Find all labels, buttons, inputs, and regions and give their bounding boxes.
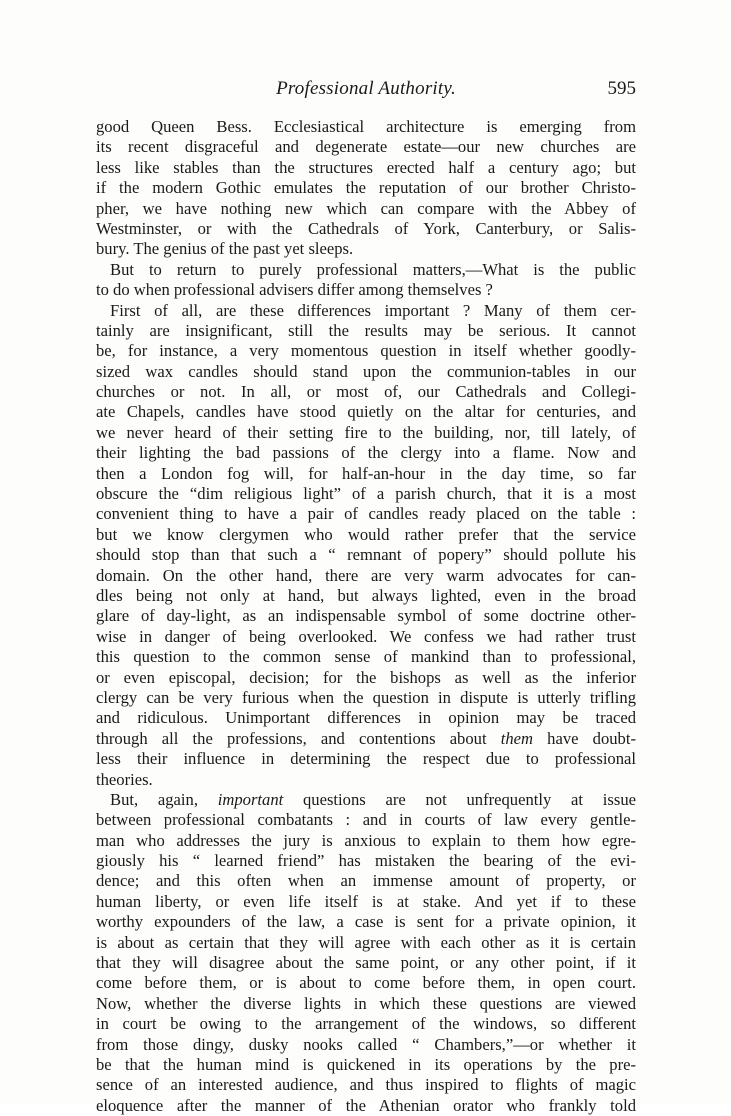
text-line-content: be, for instance, a very momentous question in itself whether goodly- <box>96 341 636 361</box>
italic-emphasis: them <box>500 728 533 748</box>
text-line <box>96 1035 636 1055</box>
text-line <box>96 871 636 891</box>
text-line-content: to do when professional advisers differ among themselves ? <box>96 280 493 300</box>
text-line-content: and ridiculous. Unimportant differences in opinion may be traced <box>96 708 636 728</box>
text-line <box>96 790 636 810</box>
text-line-content: pher, we have nothing new which can compare with the Abbey of <box>96 198 636 218</box>
text-line-content: obscure the “dim religious light” of a parish church, that it is a most <box>96 484 636 504</box>
text-line <box>96 260 636 280</box>
text-line-content: their lighting the bad passions of the clergy into a flame. Now and <box>96 443 636 463</box>
text-line-content: glare of day-light, as an indispensable symbol of some doctrine other- <box>96 606 636 626</box>
italic-emphasis: important <box>217 789 284 809</box>
text-line-content: should stop than that such a “ remnant of popery” should pollute his <box>96 545 636 565</box>
text-line <box>96 158 636 178</box>
text-line <box>96 688 636 708</box>
text-line <box>96 892 636 912</box>
text-line <box>96 668 636 688</box>
text-line <box>96 851 636 871</box>
text-line <box>96 973 636 993</box>
text-line-content: human liberty, or even life itself is at stake. And yet if to these <box>96 891 636 911</box>
text-line <box>96 912 636 932</box>
text-line <box>96 178 636 198</box>
text-line-content: through all the professions, and contentions about <box>96 728 487 748</box>
text-line-content: its recent disgraceful and degenerate estate—our new churches are <box>96 137 636 157</box>
text-line-content: domain. On the other hand, there are very warm advocates for can- <box>96 565 636 585</box>
text-line <box>96 1014 636 1034</box>
text-line <box>96 219 636 239</box>
text-line-content: bury. The genius of the past yet sleeps. <box>96 239 354 259</box>
text-line <box>96 647 636 667</box>
text-line-content: But, again, <box>110 789 218 809</box>
text-line-content: but we know clergymen who would rather prefer that the service <box>96 524 636 544</box>
text-line-content: clergy can be very furious when the question in dispute is utterly trifling <box>96 687 636 707</box>
text-line <box>96 953 636 973</box>
text-line-content: dles being not only at hand, but always lighted, even in the broad <box>96 585 636 605</box>
page-number: 595 <box>607 78 636 99</box>
text-line <box>96 117 636 137</box>
text-line-content: First of all, are these differences important ? Many of them cer- <box>110 300 636 320</box>
text-line <box>96 341 636 361</box>
text-line-content: sized wax candles should stand upon the communion-tables in our <box>96 361 636 381</box>
text-line-content: ate Chapels, candles have stood quietly on the altar for centuries, and <box>96 402 636 422</box>
text-line <box>96 933 636 953</box>
text-line <box>96 423 636 443</box>
text-line-content: less their influence in determining the respect due to professional <box>96 749 636 769</box>
text-line <box>96 831 636 851</box>
text-line-content: wise in danger of being overlooked. We confess we had rather trust <box>96 626 636 646</box>
text-line-content: dence; and this often when an immense amount of property, or <box>96 871 636 891</box>
text-line <box>96 137 636 157</box>
text-line-continuation: questions are not unfrequently at issue <box>283 789 636 809</box>
text-line-content: convenient thing to have a pair of candles ready placed on the table : <box>96 504 636 524</box>
body-text <box>96 117 636 1116</box>
text-line-content: come before them, or is about to come before them, in open court. <box>96 973 636 993</box>
text-line <box>96 239 636 259</box>
text-line-content: giously his “ learned friend” has mistaken the bearing of the evi- <box>96 851 636 871</box>
text-line <box>96 280 636 300</box>
text-line <box>96 402 636 422</box>
text-line <box>96 606 636 626</box>
text-line <box>96 1075 636 1095</box>
text-line <box>96 464 636 484</box>
text-line-content: if the modern Gothic emulates the reputation of our brother Christo- <box>96 178 636 198</box>
text-line <box>96 770 636 790</box>
text-line <box>96 484 636 504</box>
text-line <box>96 443 636 463</box>
text-line-content: good Queen Bess. Ecclesiastical architecture is emerging from <box>96 117 636 136</box>
text-line-content: that they will disagree about the same point, or any other point, if it <box>96 953 636 973</box>
text-line <box>96 199 636 219</box>
text-line-content: theories. <box>96 769 153 789</box>
text-line-content: this question to the common sense of mankind than to professional, <box>96 647 636 667</box>
text-line <box>96 301 636 321</box>
text-line-content: in court be owing to the arrangement of the windows, so different <box>96 1014 636 1034</box>
running-head <box>96 78 636 102</box>
text-line-content: we never heard of their setting fire to the building, nor, till lately, of <box>96 422 636 442</box>
text-line-content: man who addresses the jury is anxious to explain to them how egre- <box>96 830 636 850</box>
text-line <box>96 627 636 647</box>
text-line-content: be that the human mind is quickened in its operations by the pre- <box>96 1054 636 1074</box>
text-line <box>96 810 636 830</box>
text-line-content: worthy expounders of the law, a case is sent for a private opinion, it <box>96 912 636 932</box>
text-line-content: or even episcopal, decision; for the bishops as well as the inferior <box>96 667 636 687</box>
text-line-content: is about as certain that they will agree with each other as it is certain <box>96 932 636 952</box>
text-line-continuation: have doubt- <box>533 728 636 748</box>
text-line <box>96 1055 636 1075</box>
running-title: Professional Authority. <box>276 78 456 99</box>
text-line <box>96 545 636 565</box>
text-line <box>96 708 636 728</box>
text-line-content: churches or not. In all, or most of, our Cathedrals and Collegi- <box>96 382 636 402</box>
text-line <box>96 362 636 382</box>
text-line <box>96 994 636 1014</box>
text-line <box>96 729 636 749</box>
text-line-content: Now, whether the diverse lights in which these questions are viewed <box>96 993 636 1013</box>
text-line-content: Westminster, or with the Cathedrals of York, Canterbury, or Salis- <box>96 218 636 238</box>
text-line-content: between professional combatants : and in courts of law every gentle- <box>96 810 636 830</box>
text-line <box>96 586 636 606</box>
text-line-content: less like stables than the structures erected half a century ago; but <box>96 157 636 177</box>
text-line-content: tainly are insignificant, still the results may be serious. It cannot <box>96 320 636 340</box>
text-line-content: But to return to purely professional matters,—What is the public <box>110 259 636 279</box>
text-line <box>96 321 636 341</box>
text-line-content: from those dingy, dusky nooks called “ Chambers,”—or whether it <box>96 1034 636 1054</box>
text-line <box>96 1096 636 1116</box>
text-line <box>96 566 636 586</box>
text-line <box>96 749 636 769</box>
text-line <box>96 504 636 524</box>
text-line <box>96 382 636 402</box>
text-line-content: then a London fog will, for half-an-hour in the day time, so far <box>96 463 636 483</box>
text-line-content: eloquence after the manner of the Athenian orator who frankly told <box>96 1095 636 1115</box>
text-line <box>96 525 636 545</box>
text-line-content: sence of an interested audience, and thus inspired to flights of magic <box>96 1075 636 1095</box>
